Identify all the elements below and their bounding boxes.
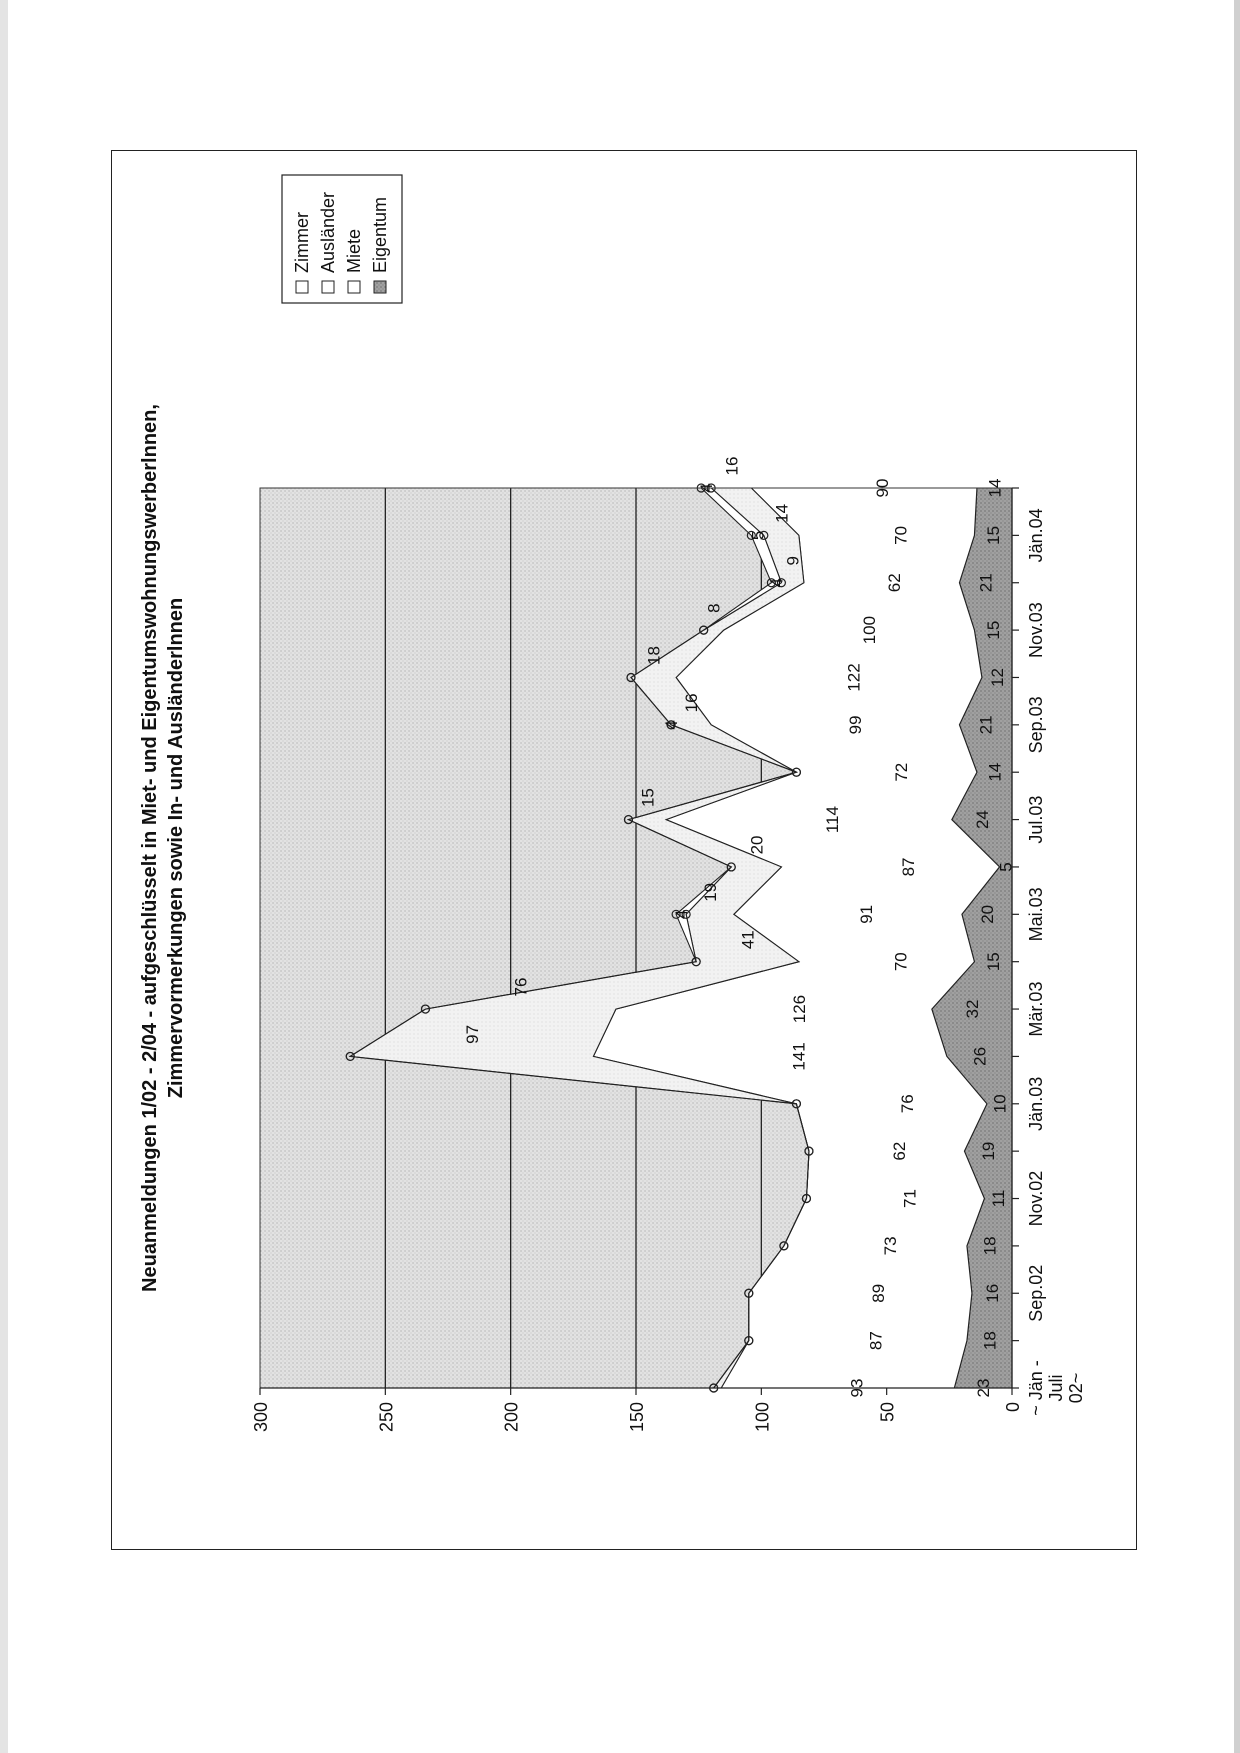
data-label-zimmer: 4 [767,578,787,588]
x-tick-label: Sep.03 [1026,696,1046,754]
data-label-eigentum: 15 [984,525,1004,545]
data-label-auslaender: 14 [772,503,792,523]
data-label-auslaender: 19 [700,882,720,902]
data-label-zimmer: 4 [697,483,717,493]
chart-frame [111,150,1137,1550]
data-label-eigentum: 19 [979,1141,999,1161]
rotated-chart [139,175,1086,1432]
x-tick-label: Nov.03 [1026,602,1046,658]
chart-svg [112,151,1135,1548]
x-tick-label: Mai.03 [1026,887,1046,942]
data-label-miete: 76 [897,1094,917,1114]
data-label-miete: 62 [885,573,905,593]
data-label-auslaender: 20 [747,835,767,855]
data-label-miete: 93 [847,1378,867,1398]
data-label-auslaender: 97 [462,1024,482,1044]
legend-swatch [322,281,334,293]
data-label-miete: 72 [892,762,912,782]
data-label-auslaender: 15 [638,788,658,808]
data-label-miete: 100 [860,615,880,645]
data-label-zimmer: 4 [662,720,682,730]
data-label-eigentum: 26 [970,1046,990,1066]
x-tick-label: Sep.02 [1026,1264,1046,1322]
data-label-eigentum: 21 [976,573,996,593]
x-tick-label: ~ Jän -Juli02~ [1026,1360,1086,1416]
data-label-eigentum: 23 [974,1378,994,1398]
data-label-auslaender: 76 [511,977,531,997]
data-label-miete: 87 [898,857,918,877]
y-tick-label: 50 [877,1402,898,1423]
data-label-eigentum: 18 [980,1236,1000,1256]
scan-edge-right [1234,0,1240,1753]
data-label-zimmer: 4 [672,909,692,920]
data-label-auslaender: 18 [644,646,664,665]
data-label-miete: 89 [869,1283,889,1303]
data-label-eigentum: 21 [976,715,996,735]
chart-subtitle: Zimmervormerkungen sowie In- und Ausländerlnnen [165,597,187,1099]
legend-label: Eigentum [370,196,390,273]
data-label-eigentum: 16 [982,1283,1002,1303]
data-label-zimmer: 5 [748,530,768,541]
data-label-eigentum: 12 [987,668,1007,687]
data-label-miete: 87 [866,1331,886,1351]
data-label-auslaender: 8 [704,603,724,613]
data-label-miete: 62 [890,1141,910,1161]
legend-swatch [348,281,360,293]
data-label-auslaender: 9 [783,556,803,566]
y-tick-label: 200 [501,1402,522,1433]
data-label-miete: 141 [789,1042,809,1071]
data-label-auslaender: 41 [738,930,758,950]
data-label-eigentum: 5 [996,862,1016,872]
data-label-miete: 73 [881,1236,901,1256]
legend-label: Ausländer [318,191,338,273]
x-tick-label: Jän.03 [1026,1076,1046,1131]
data-label-eigentum: 24 [972,810,992,830]
x-tick-label: Jul.03 [1026,795,1046,844]
y-tick-label: 300 [251,1402,271,1433]
scan-edge-left [0,0,8,1753]
data-label-eigentum: 20 [977,904,997,924]
data-label-miete: 71 [900,1189,920,1208]
data-label-eigentum: 15 [984,952,1004,972]
chart-title: Neuanmeldungen 1/02 - 2/04 - aufgeschlüsselt in Miet- und Eigentumswohnungswerberlnnen, [139,404,161,1292]
data-label-eigentum: 10 [990,1094,1010,1114]
legend [282,175,402,303]
data-label-eigentum: 32 [962,999,982,1019]
x-tick-label: Mär.03 [1026,981,1046,1037]
y-tick-label: 100 [752,1402,773,1433]
data-label-miete: 122 [844,663,864,692]
data-label-miete: 99 [846,715,866,735]
data-label-miete: 70 [891,952,911,972]
data-label-miete: 114 [822,806,842,834]
data-label-miete: 91 [857,904,877,924]
data-label-eigentum: 15 [984,620,1004,640]
legend-label: Miete [344,228,364,273]
data-label-auslaender: 16 [722,456,742,476]
legend-swatch [374,281,386,293]
legend-label: Zimmer [292,212,312,273]
data-label-eigentum: 18 [980,1331,1000,1351]
data-label-miete: 126 [790,994,810,1024]
y-tick-label: 250 [376,1402,397,1433]
data-label-miete: 70 [891,525,911,545]
legend-swatch [296,281,308,293]
x-tick-label: Nov.02 [1026,1170,1046,1227]
y-tick-label: 0 [1003,1402,1023,1413]
data-label-eigentum: 14 [985,478,1005,498]
data-label-eigentum: 11 [989,1189,1009,1208]
y-tick-label: 150 [627,1402,647,1433]
data-label-eigentum: 14 [985,762,1005,782]
plot-area [251,457,1086,1433]
data-label-miete: 90 [873,478,893,498]
x-tick-label: Jän.04 [1026,508,1046,563]
data-label-auslaender: 16 [682,693,702,713]
